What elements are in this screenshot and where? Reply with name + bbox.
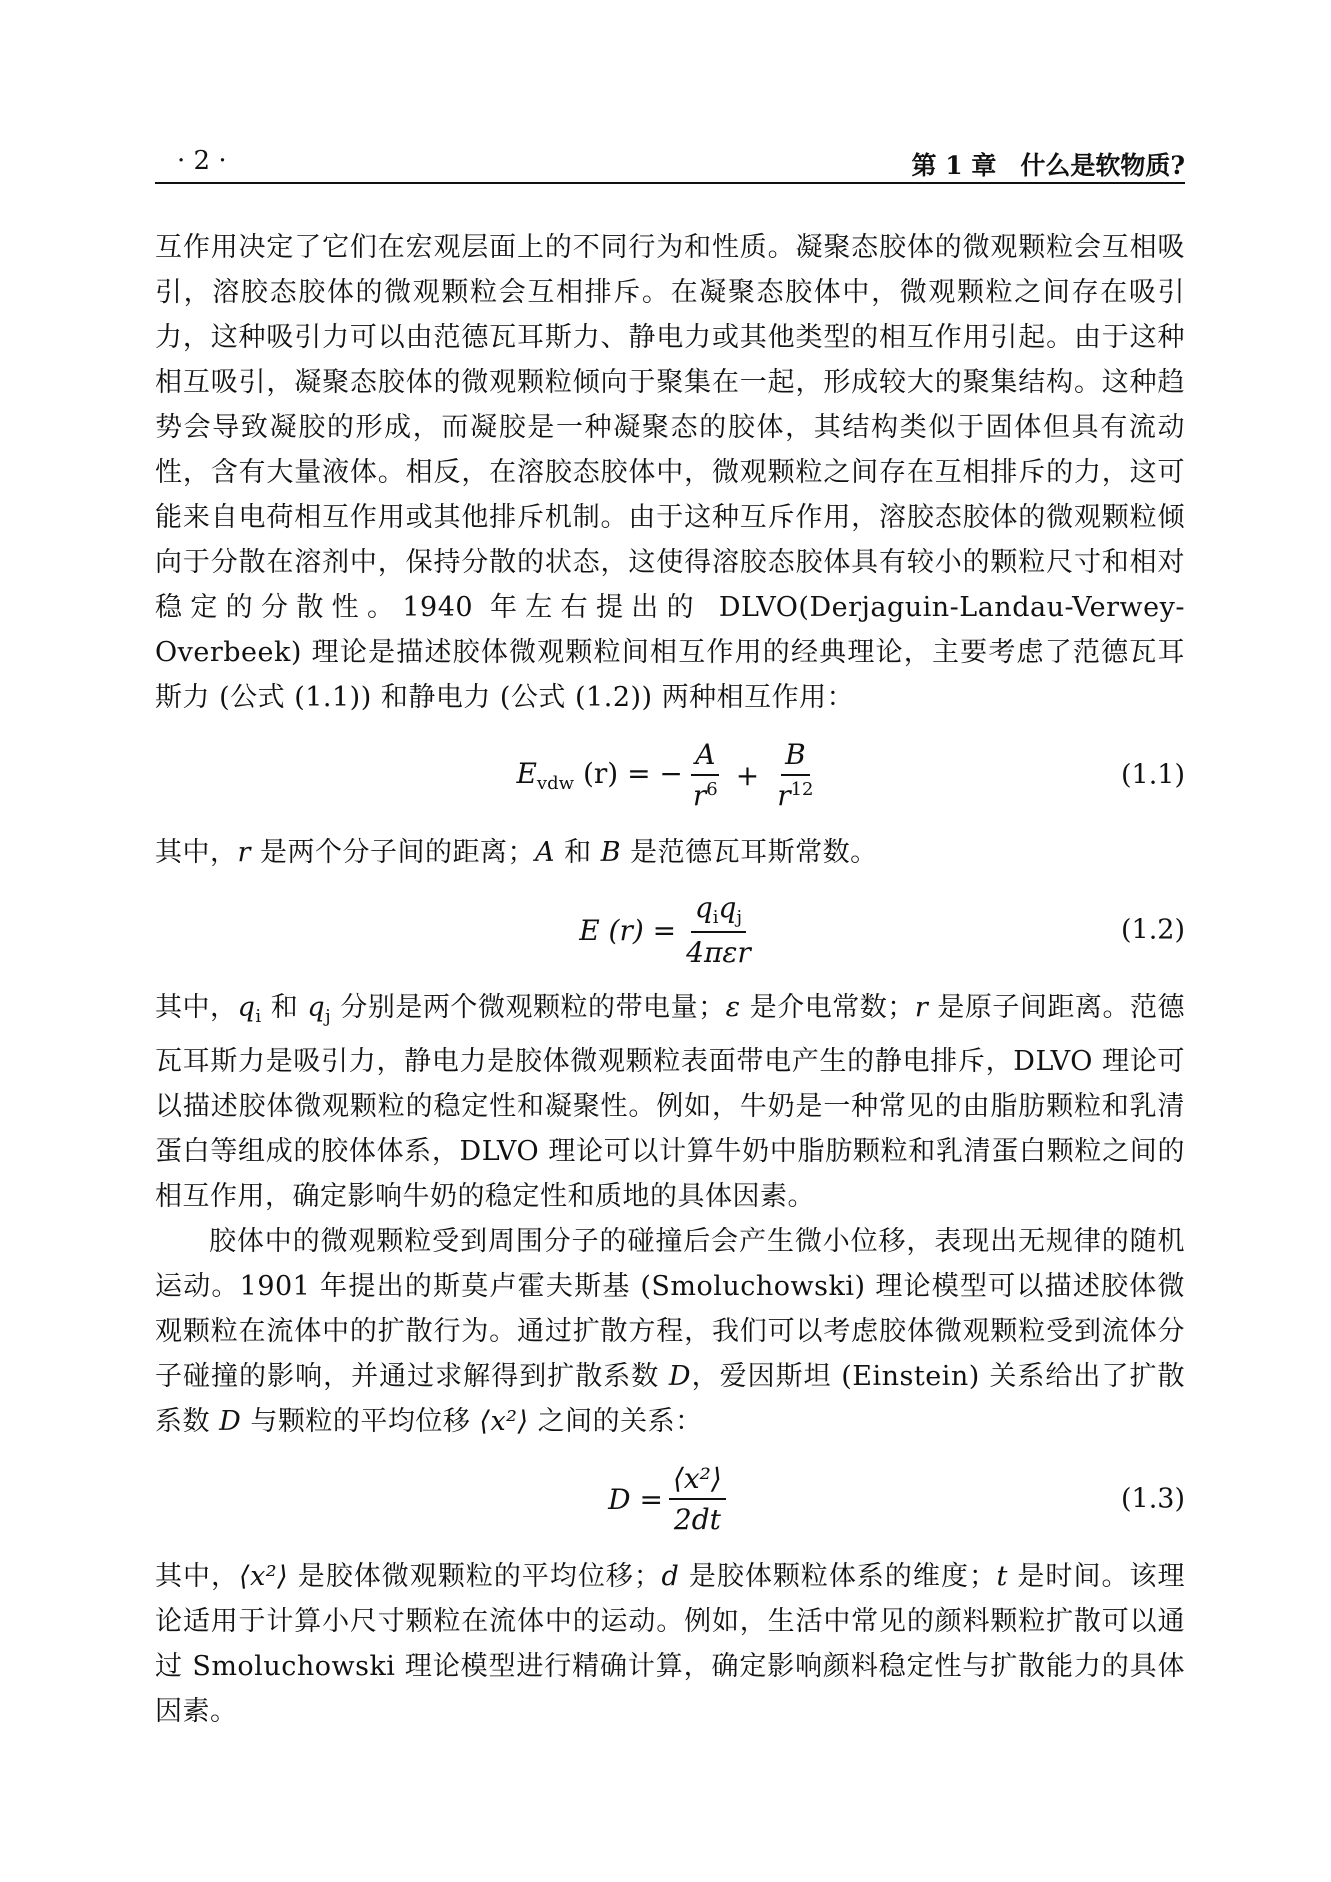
equation-number-1-3: (1.3) bbox=[1120, 1483, 1185, 1515]
var-t: t bbox=[996, 1561, 1008, 1592]
p4-text: 胶体中的微观颗粒受到周围分子的碰撞后会产生微小位移，表现出无规律的随机运动。1901 年提出的斯莫卢霍夫斯基 (Smoluchowski) 理论模型可以描述胶体微观颗粒在流体中的扩散行为。通过扩散方程，我们可以考虑胶体微观颗粒受到流体分子碰撞的影响，并通过求解得到扩散系数 bbox=[155, 1226, 1185, 1392]
chapter-label: 第 1 章 bbox=[911, 151, 997, 180]
p4-text-end: 之间的关系： bbox=[528, 1406, 703, 1437]
p3-text-rest: 是原子间距离。范德瓦耳斯力是吸引力，静电力是胶体微观颗粒表面带电产生的静电排斥，DLVO 理论可以描述胶体微观颗粒的稳定性和凝聚性。例如，牛奶是一种常见的由脂肪颗粒和乳清蛋白等组成的胶体体系，DLVO 理论可以计算牛奶中脂肪颗粒和乳清蛋白颗粒之间的相互作用，确定影响牛奶的稳定性和质地的具体因素。 bbox=[155, 992, 1185, 1212]
var-mean-displacement: ⟨x²⟩ bbox=[239, 1561, 289, 1592]
eq1-lhs-argument: (r) = − bbox=[582, 756, 683, 790]
var-epsilon: ε bbox=[725, 992, 741, 1023]
var-r: r bbox=[237, 837, 251, 868]
var-q-j: q bbox=[307, 992, 326, 1023]
eq1-plus: + bbox=[735, 758, 760, 792]
eq1-fraction-b bbox=[773, 738, 817, 812]
eq1-exponent-b: 12 bbox=[790, 779, 814, 800]
page-number: · 2 · bbox=[177, 146, 227, 176]
equation-number-1-1: (1.1) bbox=[1120, 759, 1185, 791]
p5-text-rest: 是时间。该理论适用于计算小尺寸颗粒在流体中的运动。例如，生活中常见的颜料颗粒扩散可以通过 Smoluchowski 理论模型进行精确计算，确定影响颜料稳定性与扩散能力的具体因素。 bbox=[155, 1561, 1185, 1727]
eq3-lhs-text: D = bbox=[608, 1482, 663, 1516]
paragraph-eq3-definitions bbox=[155, 1554, 1185, 1734]
eq1-denominator-b: r bbox=[777, 779, 791, 812]
eq1-numerator-a: A bbox=[695, 738, 716, 771]
p3-text-and: 和 bbox=[261, 992, 308, 1023]
eq1-fraction-a bbox=[689, 738, 722, 812]
p5-text-mid1: 是胶体微观颗粒的平均位移； bbox=[288, 1561, 662, 1592]
eq1-exponent-a: 6 bbox=[706, 779, 718, 800]
eq2-q-j: q bbox=[718, 891, 737, 924]
equation-number-1-2: (1.2) bbox=[1120, 914, 1185, 946]
p2-text-mid1: 是两个分子间的距离； bbox=[250, 837, 536, 868]
var-q-j-subscript: j bbox=[325, 1006, 332, 1027]
p3-text-mid1: 分别是两个微观颗粒的带电量； bbox=[331, 992, 726, 1023]
eq1-lhs: E bbox=[516, 756, 537, 790]
paragraph-brownian-diffusion bbox=[155, 1219, 1185, 1444]
page-body bbox=[155, 225, 1185, 1734]
p2-text-post: 是范德瓦耳斯常数。 bbox=[621, 837, 878, 868]
eq3-fraction bbox=[669, 1462, 726, 1536]
equation-1-2 bbox=[155, 875, 1185, 985]
eq2-lhs bbox=[579, 914, 676, 947]
eq2-q-i: q bbox=[694, 891, 713, 924]
var-r: r bbox=[914, 992, 929, 1023]
paragraph-dlvo-theory bbox=[155, 985, 1185, 1219]
eq2-q-j-subscript: j bbox=[736, 907, 743, 928]
eq3-lhs bbox=[608, 1483, 663, 1516]
var-mean-displacement: ⟨x²⟩ bbox=[479, 1406, 529, 1437]
eq2-lhs-text: E (r) = bbox=[579, 913, 677, 947]
p4-text-mid: ，爱因斯坦 (Einstein) 关系给出了扩散系数 bbox=[155, 1361, 1185, 1437]
chapter-title: 什么是软物质? bbox=[1020, 151, 1185, 180]
var-B: B bbox=[600, 837, 622, 868]
eq2-denominator: 4πεr bbox=[686, 936, 751, 969]
eq2-q-i-subscript: i bbox=[712, 907, 719, 928]
equation-1-3 bbox=[155, 1444, 1185, 1554]
p5-text-mid2: 是胶体颗粒体系的维度； bbox=[679, 1561, 997, 1592]
p2-text-mid2: 和 bbox=[555, 837, 601, 868]
var-D: D bbox=[668, 1361, 692, 1392]
var-q-i: q bbox=[237, 992, 256, 1023]
p3-text-pre: 其中， bbox=[155, 992, 238, 1023]
var-q-i-subscript: i bbox=[255, 1006, 262, 1027]
p2-text-pre: 其中， bbox=[155, 837, 238, 868]
eq2-fraction bbox=[682, 891, 755, 969]
eq1-numerator-b: B bbox=[785, 738, 806, 771]
paragraph-colloid-interactions: 互作用决定了它们在宏观层面上的不同行为和性质。凝聚态胶体的微观颗粒会互相吸引，溶胶态胶体的微观颗粒会互相排斥。在凝聚态胶体中，微观颗粒之间存在吸引力，这种吸引力可以由范德瓦耳斯力、静电力或其他类型的相互作用引起。由于这种相互吸引，凝聚态胶体的微观颗粒倾向于聚集在一起，形成较大的聚集结构。这种趋势会导致凝胶的形成，而凝胶是一种凝聚态的胶体，其结构类似于固体但具有流动性，含有大量液体。相反，在溶胶态胶体中，微观颗粒之间存在互相排斥的力，这可能来自电荷相互作用或其他排斥机制。由于这种互斥作用，溶胶态胶体的微观颗粒倾向于分散在溶剂中，保持分散的状态，这使得溶胶态胶体具有较小的颗粒尺寸和相对稳定的分散性。1940 年左右提出的 DLVO(Derjaguin-Landau-Verwey-Overbeek) 理论是描述胶体微观颗粒间相互作用的经典理论，主要考虑了范德瓦耳斯力 (公式 (1.1)) 和静电力 (公式 (1.2)) 两种相互作用： bbox=[155, 232, 1185, 713]
running-header bbox=[155, 140, 1185, 184]
paragraph-eq1-definitions bbox=[155, 830, 1185, 875]
p5-text-pre: 其中， bbox=[155, 1561, 240, 1592]
var-d: d bbox=[661, 1561, 680, 1592]
var-D: D bbox=[219, 1406, 242, 1437]
p3-text-mid2: 是介电常数； bbox=[740, 992, 915, 1023]
eq3-denominator: 2dt bbox=[673, 1503, 721, 1536]
equation-1-1 bbox=[155, 720, 1185, 830]
eq1-denominator-a: r bbox=[692, 779, 707, 812]
p4-text-mid2: 与颗粒的平均位移 bbox=[241, 1406, 480, 1437]
eq3-numerator: ⟨x²⟩ bbox=[672, 1462, 722, 1495]
var-A: A bbox=[535, 837, 556, 868]
eq1-lhs-subscript: vdw bbox=[536, 772, 575, 794]
chapter-heading bbox=[912, 146, 1185, 182]
